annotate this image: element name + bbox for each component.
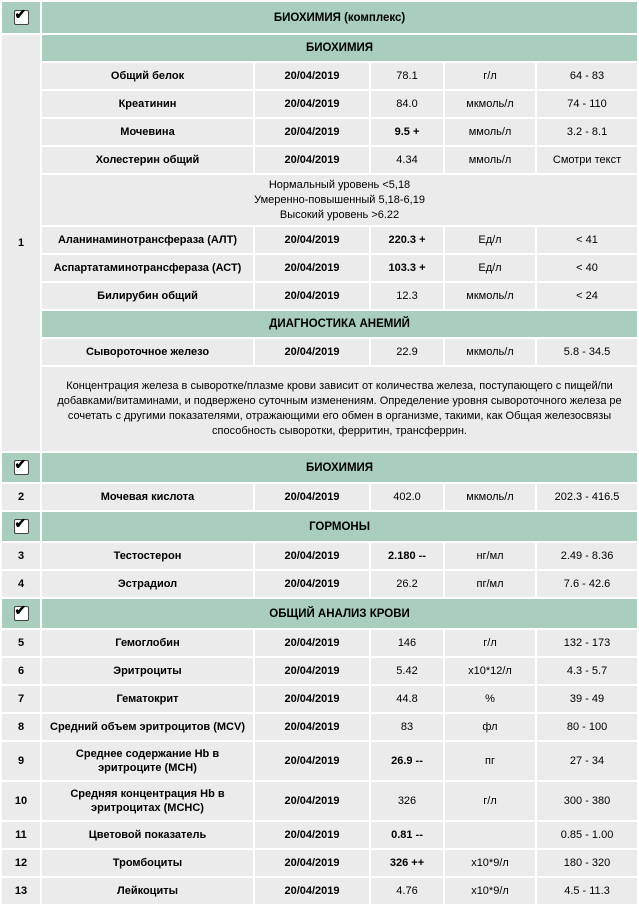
section-checkbox[interactable] (14, 515, 29, 534)
section-checkbox-cell (2, 2, 40, 33)
test-date: 20/04/2019 (255, 850, 369, 876)
test-unit: х10*9/л (445, 878, 535, 904)
test-name: Аланинаминотрансфераза (АЛТ) (42, 227, 253, 253)
table-row (2, 822, 637, 848)
test-name: Креатинин (42, 91, 253, 117)
test-range: 64 - 83 (537, 63, 637, 89)
row-number: 7 (2, 686, 40, 712)
test-value: 220.3 + (371, 227, 443, 253)
section-checkbox-cell (2, 512, 40, 541)
test-unit: мкмоль/л (445, 484, 535, 510)
table-row (2, 878, 637, 904)
test-range: 0.85 - 1.00 (537, 822, 637, 848)
test-date: 20/04/2019 (255, 630, 369, 656)
test-name: Аспартатаминотрансфераза (АСТ) (42, 255, 253, 281)
test-unit: х10*12/л (445, 658, 535, 684)
test-name: Цветовой показатель (42, 822, 253, 848)
note-row (2, 367, 637, 451)
check-icon: ✔ (14, 515, 27, 531)
test-name: Общий белок (42, 63, 253, 89)
row-number: 3 (2, 543, 40, 569)
section-header-row (2, 599, 637, 628)
section-title: БИОХИМИЯ (42, 453, 637, 482)
test-unit: мкмоль/л (445, 339, 535, 365)
test-date: 20/04/2019 (255, 543, 369, 569)
test-value: 12.3 (371, 283, 443, 309)
test-value: 326 (371, 782, 443, 820)
check-icon: ✔ (14, 602, 27, 618)
table-row (2, 91, 637, 117)
test-date: 20/04/2019 (255, 339, 369, 365)
test-name: Сывороточное железо (42, 339, 253, 365)
row-number: 11 (2, 822, 40, 848)
table-row (2, 339, 637, 365)
test-date: 20/04/2019 (255, 742, 369, 780)
row-number: 5 (2, 630, 40, 656)
test-date: 20/04/2019 (255, 686, 369, 712)
note-line: Умеренно-повышенный 5,18-6,19 (254, 193, 425, 206)
test-range: Смотри текст (537, 147, 637, 173)
section-checkbox-cell (2, 599, 40, 628)
test-unit: Ед/л (445, 227, 535, 253)
test-date: 20/04/2019 (255, 63, 369, 89)
test-unit: х10*9/л (445, 850, 535, 876)
test-date: 20/04/2019 (255, 658, 369, 684)
test-name: Тестостерон (42, 543, 253, 569)
test-unit: г/л (445, 782, 535, 820)
note-line: Нормальный уровень <5,18 (268, 178, 411, 191)
test-range: 74 - 110 (537, 91, 637, 117)
table-row (2, 742, 637, 780)
test-date: 20/04/2019 (255, 822, 369, 848)
section-title: БИОХИМИЯ (комплекс) (42, 2, 637, 33)
test-date: 20/04/2019 (255, 782, 369, 820)
test-unit: пг (445, 742, 535, 780)
iron-note (42, 367, 637, 451)
test-range: 4.3 - 5.7 (537, 658, 637, 684)
row-number: 9 (2, 742, 40, 780)
test-name: Холестерин общий (42, 147, 253, 173)
test-date: 20/04/2019 (255, 119, 369, 145)
test-date: 20/04/2019 (255, 91, 369, 117)
test-range: 3.2 - 8.1 (537, 119, 637, 145)
test-date: 20/04/2019 (255, 283, 369, 309)
section-title: ОБЩИЙ АНАЛИЗ КРОВИ (42, 599, 637, 628)
test-unit: ммоль/л (445, 147, 535, 173)
test-value: 0.81 -- (371, 822, 443, 848)
test-unit: % (445, 686, 535, 712)
table-row (2, 543, 637, 569)
test-name: Тромбоциты (42, 850, 253, 876)
test-range: 132 - 173 (537, 630, 637, 656)
table-row (2, 714, 637, 740)
test-name: Гемоглобин (42, 630, 253, 656)
test-range: 180 - 320 (537, 850, 637, 876)
test-range: 300 - 380 (537, 782, 637, 820)
section-header-row (2, 453, 637, 482)
test-value: 5.42 (371, 658, 443, 684)
test-date: 20/04/2019 (255, 878, 369, 904)
check-icon: ✔ (14, 456, 27, 472)
test-unit: Ед/л (445, 255, 535, 281)
test-range: 7.6 - 42.6 (537, 571, 637, 597)
row-number: 2 (2, 484, 40, 510)
test-date: 20/04/2019 (255, 147, 369, 173)
row-number: 12 (2, 850, 40, 876)
row-number: 1 (2, 35, 40, 451)
test-range: 80 - 100 (537, 714, 637, 740)
section-title: ГОРМОНЫ (42, 512, 637, 541)
test-value: 103.3 + (371, 255, 443, 281)
test-unit: фл (445, 714, 535, 740)
row-number: 10 (2, 782, 40, 820)
table-row (2, 658, 637, 684)
test-unit: г/л (445, 63, 535, 89)
subsection-title: БИОХИМИЯ (42, 35, 637, 61)
note-line: сочетать с другими показателями, отражающими его обмен в организме, такими, как Общая железосвязы (67, 410, 612, 422)
test-name: Гематокрит (42, 686, 253, 712)
table-row (2, 484, 637, 510)
note-line: добавками/витаминами, и подвержено суточным изменениям. Определение уровня сывороточного железа ре (57, 395, 622, 407)
test-date: 20/04/2019 (255, 227, 369, 253)
section-checkbox[interactable] (14, 602, 29, 621)
row-number: 13 (2, 878, 40, 904)
row-number: 6 (2, 658, 40, 684)
section-header-row (2, 2, 637, 33)
test-name: Мочевая кислота (42, 484, 253, 510)
test-value: 44.8 (371, 686, 443, 712)
test-unit: мкмоль/л (445, 283, 535, 309)
note-line: Концентрация железа в сыворотке/плазме крови зависит от количества железа, поступающего с пищей/пи (66, 380, 613, 392)
test-value: 402.0 (371, 484, 443, 510)
test-range: < 24 (537, 283, 637, 309)
test-date: 20/04/2019 (255, 484, 369, 510)
test-value: 146 (371, 630, 443, 656)
test-unit: мкмоль/л (445, 91, 535, 117)
test-value: 78.1 (371, 63, 443, 89)
table-row (2, 850, 637, 876)
table-row (2, 686, 637, 712)
section-checkbox[interactable] (14, 6, 29, 25)
section-checkbox[interactable] (14, 456, 29, 475)
test-range: 39 - 49 (537, 686, 637, 712)
test-range: < 41 (537, 227, 637, 253)
test-name: Средняя концентрация Hb в эритроцитах (MCHC) (42, 782, 253, 820)
test-value: 22.9 (371, 339, 443, 365)
test-unit: нг/мл (445, 543, 535, 569)
test-unit: г/л (445, 630, 535, 656)
test-value: 26.2 (371, 571, 443, 597)
test-value: 4.34 (371, 147, 443, 173)
table-row (2, 630, 637, 656)
test-range: 202.3 - 416.5 (537, 484, 637, 510)
test-name: Средний объем эритроцитов (MCV) (42, 714, 253, 740)
table-row (2, 147, 637, 173)
test-range: 27 - 34 (537, 742, 637, 780)
test-value: 9.5 + (371, 119, 443, 145)
test-name: Мочевина (42, 119, 253, 145)
test-value: 326 ++ (371, 850, 443, 876)
test-name: Билирубин общий (42, 283, 253, 309)
row-number: 8 (2, 714, 40, 740)
test-unit: пг/мл (445, 571, 535, 597)
note-line: Высокий уровень >6.22 (279, 208, 400, 221)
cholesterol-note (42, 175, 637, 225)
section-checkbox-cell (2, 453, 40, 482)
test-unit (445, 822, 535, 848)
test-range: 4.5 - 11.3 (537, 878, 637, 904)
test-value: 84.0 (371, 91, 443, 117)
table-row (2, 255, 637, 281)
table-row (2, 571, 637, 597)
test-name: Лейкоциты (42, 878, 253, 904)
table-row (2, 119, 637, 145)
test-value: 26.9 -- (371, 742, 443, 780)
test-value: 2.180 -- (371, 543, 443, 569)
table-row (2, 227, 637, 253)
test-name: Эстрадиол (42, 571, 253, 597)
test-date: 20/04/2019 (255, 571, 369, 597)
test-range: 5.8 - 34.5 (537, 339, 637, 365)
table-row (2, 63, 637, 89)
test-value: 83 (371, 714, 443, 740)
test-range: < 40 (537, 255, 637, 281)
section-header-row (2, 512, 637, 541)
check-icon: ✔ (14, 6, 27, 22)
test-value: 4.76 (371, 878, 443, 904)
test-unit: ммоль/л (445, 119, 535, 145)
table-row (2, 283, 637, 309)
test-name: Эритроциты (42, 658, 253, 684)
note-line: способность сыворотки, ферритин, трансферрин. (212, 425, 467, 437)
test-date: 20/04/2019 (255, 255, 369, 281)
table-row (2, 782, 637, 820)
test-range: 2.49 - 8.36 (537, 543, 637, 569)
subsection-title: ДИАГНОСТИКА АНЕМИЙ (42, 311, 637, 337)
note-row (2, 175, 637, 225)
test-date: 20/04/2019 (255, 714, 369, 740)
test-name: Среднее содержание Hb в эритроците (MCH) (42, 742, 253, 780)
row-number: 4 (2, 571, 40, 597)
